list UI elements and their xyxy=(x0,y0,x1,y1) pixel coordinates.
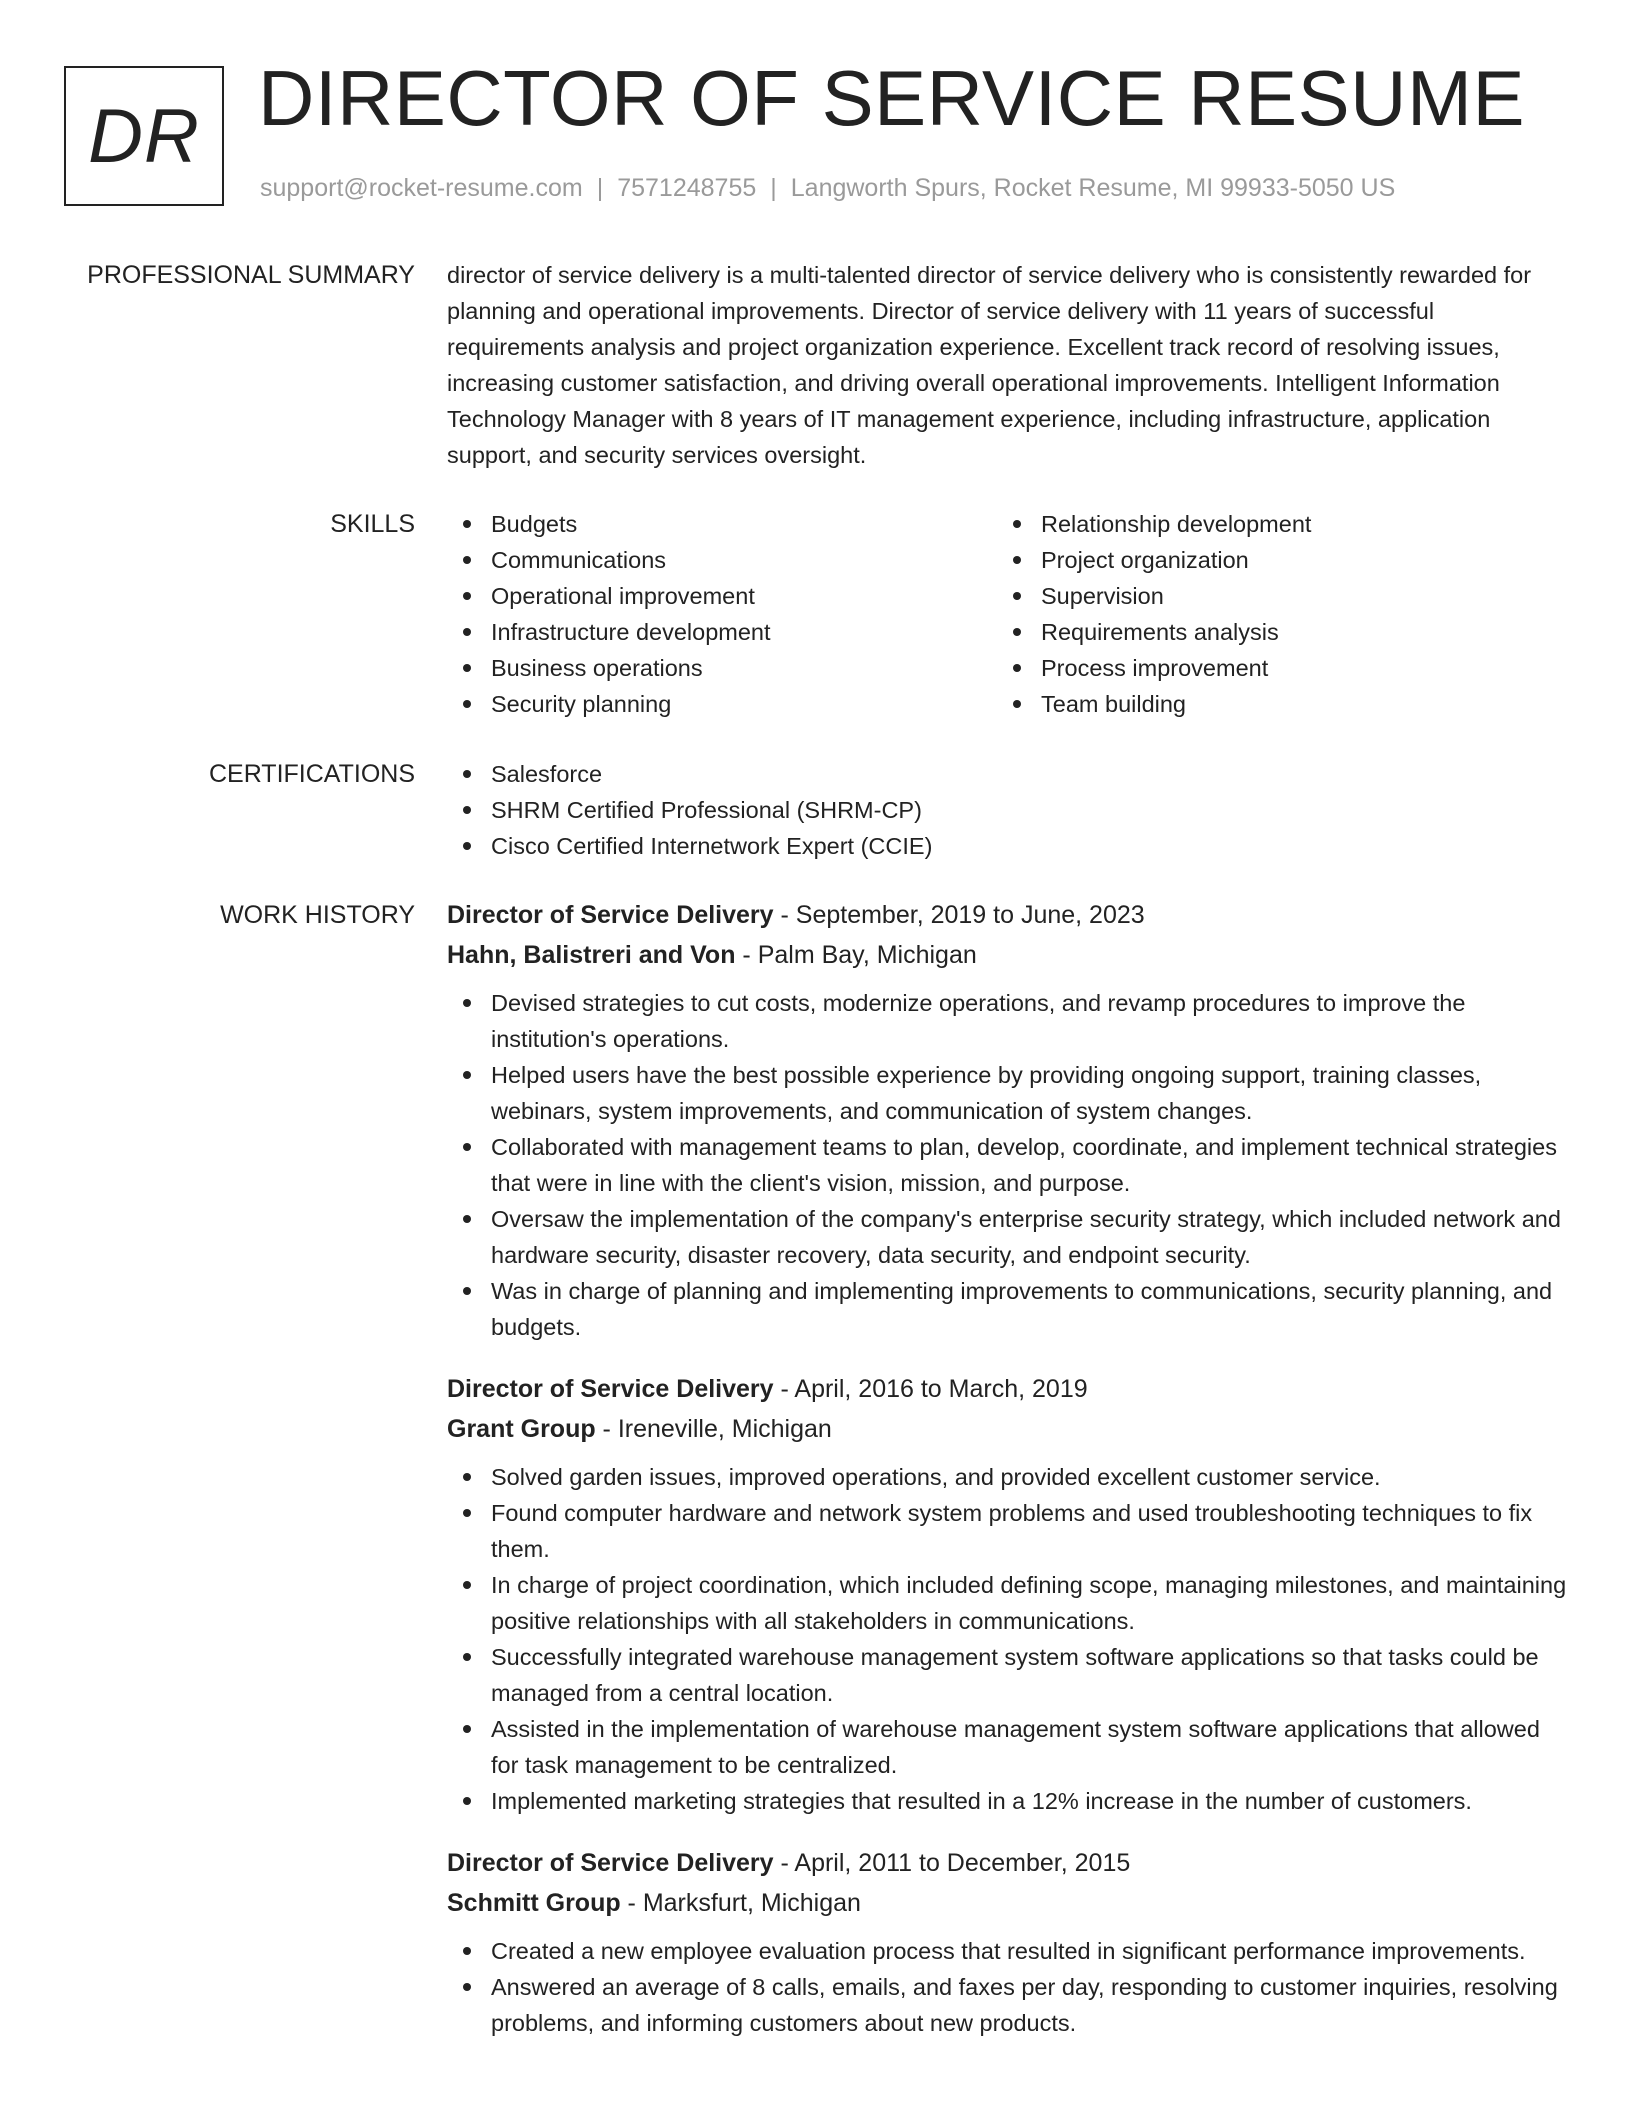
job-bullet xyxy=(447,1273,1567,1345)
bullet-icon xyxy=(1013,592,1021,600)
certifications-list xyxy=(447,756,1567,864)
bullet-icon xyxy=(463,592,471,600)
skill-item xyxy=(447,578,997,614)
skill-item xyxy=(447,686,997,722)
certifications-body xyxy=(447,756,1567,864)
monogram-box xyxy=(64,66,224,206)
job-bullet xyxy=(447,1567,1567,1639)
monogram-initials: DR xyxy=(88,93,200,179)
bullet-icon xyxy=(463,1983,471,1991)
job-location: - Marksfurt, Michigan xyxy=(620,1889,861,1917)
job-bullet xyxy=(447,1129,1567,1201)
contact-separator: | xyxy=(596,174,604,202)
job-bullet xyxy=(447,1639,1567,1711)
job-bullet xyxy=(447,1933,1567,1969)
skill-label: Budgets xyxy=(491,511,578,537)
job-bullet-text: Collaborated with management teams to plan, develop, coordinate, and implement technical strategies that were in line with the client's vision, mission, and purpose. xyxy=(491,1134,1557,1196)
job-bullet-text: Found computer hardware and network system problems and used troubleshooting techniques to fix them. xyxy=(491,1500,1533,1562)
skill-item xyxy=(997,506,1547,542)
certification-label: Salesforce xyxy=(491,761,603,787)
certification-item xyxy=(447,756,1567,792)
contact-line xyxy=(260,174,1395,203)
job-dates: - April, 2016 to March, 2019 xyxy=(773,1375,1088,1403)
contact-address: Langworth Spurs, Rocket Resume, MI 99933-5050 US xyxy=(790,174,1396,202)
job-bullets xyxy=(447,1933,1567,2041)
job-bullet-text: Solved garden issues, improved operations, and provided excellent customer service. xyxy=(491,1464,1381,1490)
job-dates: - April, 2011 to December, 2015 xyxy=(773,1849,1131,1877)
certification-item xyxy=(447,828,1567,864)
job-dates: - September, 2019 to June, 2023 xyxy=(773,901,1145,929)
skills-heading: SKILLS xyxy=(330,510,415,538)
summary-text: director of service delivery is a multi-talented director of service delivery who is consistently rewarded for planning and operational improvements. Director of service delivery with 11 years of successful requirements analysis and project organization experience. Excellent track record of resolving issues, increasing customer satisfaction, and driving overall operational improvements. Intelligent Information Technology Manager with 8 years of IT management experience, including infrastructure, application support, and security services oversight. xyxy=(447,262,1532,468)
job-bullet xyxy=(447,985,1567,1057)
job-title-line xyxy=(447,1843,1567,1883)
skill-item xyxy=(997,542,1547,578)
bullet-icon xyxy=(1013,664,1021,672)
job-company: Schmitt Group xyxy=(447,1889,621,1917)
bullet-icon xyxy=(463,1509,471,1517)
certification-label: Cisco Certified Internetwork Expert (CCIE) xyxy=(491,833,933,859)
bullet-icon xyxy=(463,999,471,1007)
skill-item xyxy=(997,650,1547,686)
skill-item xyxy=(447,650,997,686)
bullet-icon xyxy=(1013,520,1021,528)
job-bullet-text: Was in charge of planning and implementing improvements to communications, security planning, and budgets. xyxy=(491,1278,1553,1340)
resume-title: DIRECTOR OF SERVICE RESUME xyxy=(258,54,1525,142)
bullet-icon xyxy=(1013,556,1021,564)
job-entry xyxy=(447,1369,1567,1819)
summary-heading: PROFESSIONAL SUMMARY xyxy=(87,261,415,289)
job-title: Director of Service Delivery xyxy=(447,1375,774,1403)
skill-item xyxy=(447,614,997,650)
job-bullet-text: Devised strategies to cut costs, modernize operations, and revamp procedures to improve the institution's operations. xyxy=(491,990,1466,1052)
job-location: - Palm Bay, Michigan xyxy=(735,941,977,969)
summary-body xyxy=(447,257,1567,473)
skills-column-left xyxy=(447,506,997,722)
certification-label: SHRM Certified Professional (SHRM-CP) xyxy=(491,797,922,823)
skills-column-right xyxy=(997,506,1547,722)
job-bullet-text: Successfully integrated warehouse management system software applications so that tasks could be managed from a central location. xyxy=(491,1644,1539,1706)
job-title: Director of Service Delivery xyxy=(447,901,774,929)
job-bullet-text: Created a new employee evaluation process that resulted in significant performance improvements. xyxy=(491,1938,1526,1964)
job-bullet xyxy=(447,1057,1567,1129)
job-bullet xyxy=(447,1783,1567,1819)
job-bullet xyxy=(447,1711,1567,1783)
job-entry xyxy=(447,895,1567,1345)
skill-item xyxy=(447,506,997,542)
job-bullets xyxy=(447,1459,1567,1819)
bullet-icon xyxy=(463,1473,471,1481)
job-bullet xyxy=(447,1495,1567,1567)
bullet-icon xyxy=(463,1725,471,1733)
skill-label: Supervision xyxy=(1041,583,1164,609)
contact-separator: | xyxy=(770,174,777,202)
bullet-icon xyxy=(1013,628,1021,636)
bullet-icon xyxy=(1013,700,1021,708)
bullet-icon xyxy=(463,806,471,814)
job-company-line xyxy=(447,1409,1567,1449)
job-company: Hahn, Balistreri and Von xyxy=(447,941,736,969)
contact-email[interactable]: support@rocket-resume.com xyxy=(260,174,583,202)
job-title-line xyxy=(447,895,1567,935)
skill-label: Process improvement xyxy=(1041,655,1269,681)
contact-phone[interactable]: 7571248755 xyxy=(617,174,757,202)
job-company-line xyxy=(447,935,1567,975)
job-location: - Ireneville, Michigan xyxy=(595,1415,832,1443)
job-title-line xyxy=(447,1369,1567,1409)
bullet-icon xyxy=(463,1143,471,1151)
bullet-icon xyxy=(463,770,471,778)
skills-list-right xyxy=(997,506,1547,722)
bullet-icon xyxy=(463,842,471,850)
skill-item xyxy=(997,686,1547,722)
job-bullet-text: In charge of project coordination, which included defining scope, managing milestones, and maintaining positive relationships with all stakeholders in communications. xyxy=(491,1572,1567,1634)
skill-item xyxy=(997,614,1547,650)
job-bullet-text: Implemented marketing strategies that resulted in a 12% increase in the number of customers. xyxy=(491,1788,1472,1814)
bullet-icon xyxy=(463,664,471,672)
skill-label: Business operations xyxy=(491,655,703,681)
job-bullet-text: Oversaw the implementation of the company's enterprise security strategy, which included network and hardware security, disaster recovery, data security, and endpoint security. xyxy=(491,1206,1561,1268)
bullet-icon xyxy=(463,700,471,708)
job-company-line xyxy=(447,1883,1567,1923)
skill-label: Operational improvement xyxy=(491,583,755,609)
work-history-body xyxy=(447,895,1567,2065)
job-bullet-text: Assisted in the implementation of warehouse management system software applications that allowed for task management to be centralized. xyxy=(491,1716,1540,1778)
skill-item xyxy=(447,542,997,578)
skill-label: Project organization xyxy=(1041,547,1249,573)
skill-label: Infrastructure development xyxy=(491,619,771,645)
job-title: Director of Service Delivery xyxy=(447,1849,774,1877)
job-bullet-text: Helped users have the best possible experience by providing ongoing support, training classes, webinars, system improvements, and communication of system changes. xyxy=(491,1062,1482,1124)
skill-label: Security planning xyxy=(491,691,672,717)
job-entry xyxy=(447,1843,1567,2041)
job-bullets xyxy=(447,985,1567,1345)
bullet-icon xyxy=(463,556,471,564)
job-company: Grant Group xyxy=(447,1415,596,1443)
skill-item xyxy=(997,578,1547,614)
skills-list-left xyxy=(447,506,997,722)
bullet-icon xyxy=(463,1581,471,1589)
skill-label: Team building xyxy=(1041,691,1187,717)
job-bullet xyxy=(447,1459,1567,1495)
job-bullet xyxy=(447,1969,1567,2041)
bullet-icon xyxy=(463,1215,471,1223)
certifications-heading: CERTIFICATIONS xyxy=(208,760,415,788)
bullet-icon xyxy=(463,1653,471,1661)
skill-label: Relationship development xyxy=(1041,511,1312,537)
job-bullet xyxy=(447,1201,1567,1273)
certification-item xyxy=(447,792,1567,828)
skills-body xyxy=(447,506,1567,722)
bullet-icon xyxy=(463,1287,471,1295)
bullet-icon xyxy=(463,1071,471,1079)
work-history-heading: WORK HISTORY xyxy=(220,901,415,929)
bullet-icon xyxy=(463,1947,471,1955)
skill-label: Requirements analysis xyxy=(1041,619,1279,645)
bullet-icon xyxy=(463,520,471,528)
bullet-icon xyxy=(463,1797,471,1805)
skill-label: Communications xyxy=(491,547,667,573)
skills-grid xyxy=(447,506,1567,722)
bullet-icon xyxy=(463,628,471,636)
job-bullet-text: Answered an average of 8 calls, emails, and faxes per day, responding to customer inquiries, resolving problems, and informing customers about new products. xyxy=(491,1974,1558,2036)
